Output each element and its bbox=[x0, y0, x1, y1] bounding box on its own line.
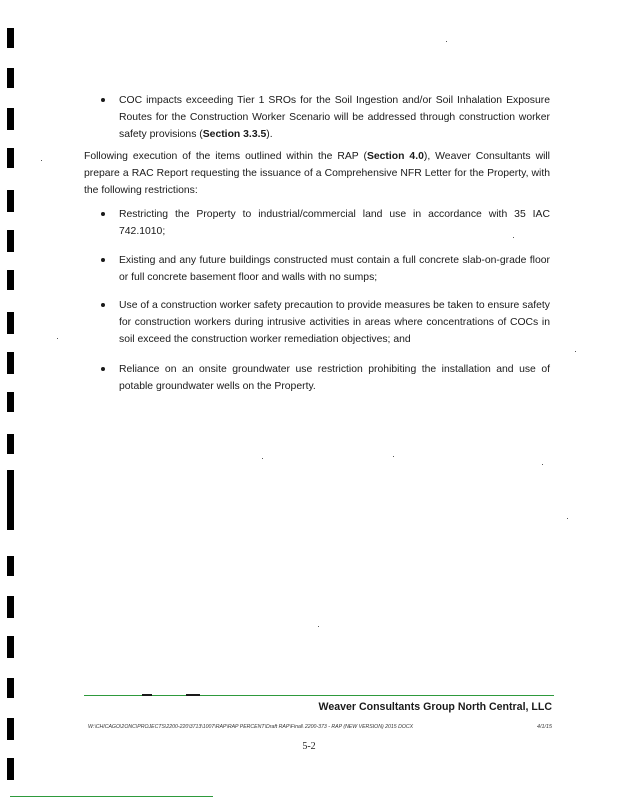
bold-reference: Section 4.0 bbox=[366, 151, 424, 162]
scan-speck bbox=[542, 464, 543, 465]
punch-hole-mark bbox=[7, 556, 14, 576]
bold-reference: Section 3.3.5 bbox=[202, 129, 267, 140]
bullet-icon bbox=[101, 258, 105, 262]
scan-speck bbox=[567, 518, 568, 519]
list-item-text: Reliance on an onsite groundwater use restriction prohibiting the installation and use of potable groundwater wells on the Property. bbox=[119, 364, 550, 392]
punch-hole-mark bbox=[7, 758, 14, 780]
punch-hole-mark bbox=[7, 190, 14, 212]
footer-rule bbox=[84, 695, 554, 696]
page-number: 5-2 bbox=[302, 741, 316, 752]
bullet-icon bbox=[101, 98, 105, 102]
list-item bbox=[101, 252, 551, 288]
list-item-text bbox=[119, 92, 550, 143]
list-item bbox=[101, 297, 551, 349]
scan-speck bbox=[513, 237, 514, 238]
bullet-icon bbox=[101, 212, 105, 216]
bullet-icon bbox=[101, 303, 105, 307]
punch-hole-mark bbox=[7, 718, 14, 740]
list-item-text: Existing and any future buildings constructed must contain a full concrete slab-on-grade floor or full concrete basement floor and walls with no sumps; bbox=[119, 255, 550, 283]
scan-speck bbox=[446, 41, 447, 42]
text-run: ), Weaver Consultants will prepare a RAC Report requesting the issuance of a Comprehensive NFR Letter for the Property, with the following restrictions: bbox=[84, 151, 550, 196]
punch-hole-mark bbox=[7, 470, 14, 530]
punch-hole-mark bbox=[7, 28, 14, 48]
footer-rule-mark bbox=[142, 694, 152, 696]
punch-hole-mark bbox=[7, 352, 14, 374]
text-run: COC impacts exceeding Tier 1 SROs for the Soil Ingestion and/or Soil Inhalation Exposure Routes for the Construction Worker Scenario will be addressed through construction worker safety provisions ( bbox=[119, 95, 550, 140]
punch-hole-mark bbox=[7, 636, 14, 658]
list-item-text: Use of a construction worker safety precaution to provide measures be taken to ensure safety for construction workers during intrusive activities in areas where concentrations of COCs in soil exceed the construction worker remediation objectives; and bbox=[119, 300, 550, 345]
text-run: ). bbox=[266, 129, 273, 140]
punch-hole-mark bbox=[7, 148, 14, 168]
bullet-icon bbox=[101, 367, 105, 371]
footer-file-path: W:\CHICAGO\2ONC\PROJECTS\2200-220\3713\1007\RAP\RAP PERCENT\Draft RAP\Final\ 2200-373 - RAP (NEW VERSION) 2015 DOCX bbox=[88, 724, 414, 730]
scan-edge-line bbox=[10, 796, 213, 797]
scan-speck bbox=[318, 626, 319, 627]
punch-hole-mark bbox=[7, 68, 14, 88]
list-item bbox=[101, 361, 551, 397]
scan-speck bbox=[41, 160, 42, 161]
punch-hole-mark bbox=[7, 392, 14, 412]
list-item bbox=[101, 206, 551, 242]
punch-hole-mark bbox=[7, 270, 14, 290]
punch-hole-mark bbox=[7, 596, 14, 618]
scan-speck bbox=[57, 338, 58, 339]
list-item-text: Restricting the Property to industrial/commercial land use in accordance with 35 IAC 742.1010; bbox=[119, 209, 550, 237]
scan-speck bbox=[262, 458, 263, 459]
punch-hole-mark bbox=[7, 434, 14, 454]
footer-rule-mark bbox=[186, 694, 200, 696]
footer-company-name: Weaver Consultants Group North Central, LLC bbox=[318, 701, 552, 713]
footer-date: 4/1/15 bbox=[537, 724, 552, 730]
punch-hole-mark bbox=[7, 230, 14, 252]
scan-speck bbox=[393, 456, 394, 457]
scan-speck bbox=[575, 351, 576, 352]
punch-hole-mark bbox=[7, 678, 14, 698]
list-item bbox=[101, 92, 551, 144]
punch-hole-mark bbox=[7, 108, 14, 130]
intro-paragraph bbox=[84, 148, 550, 199]
punch-hole-mark bbox=[7, 312, 14, 334]
text-run: Following execution of the items outlined within the RAP ( bbox=[84, 151, 367, 162]
